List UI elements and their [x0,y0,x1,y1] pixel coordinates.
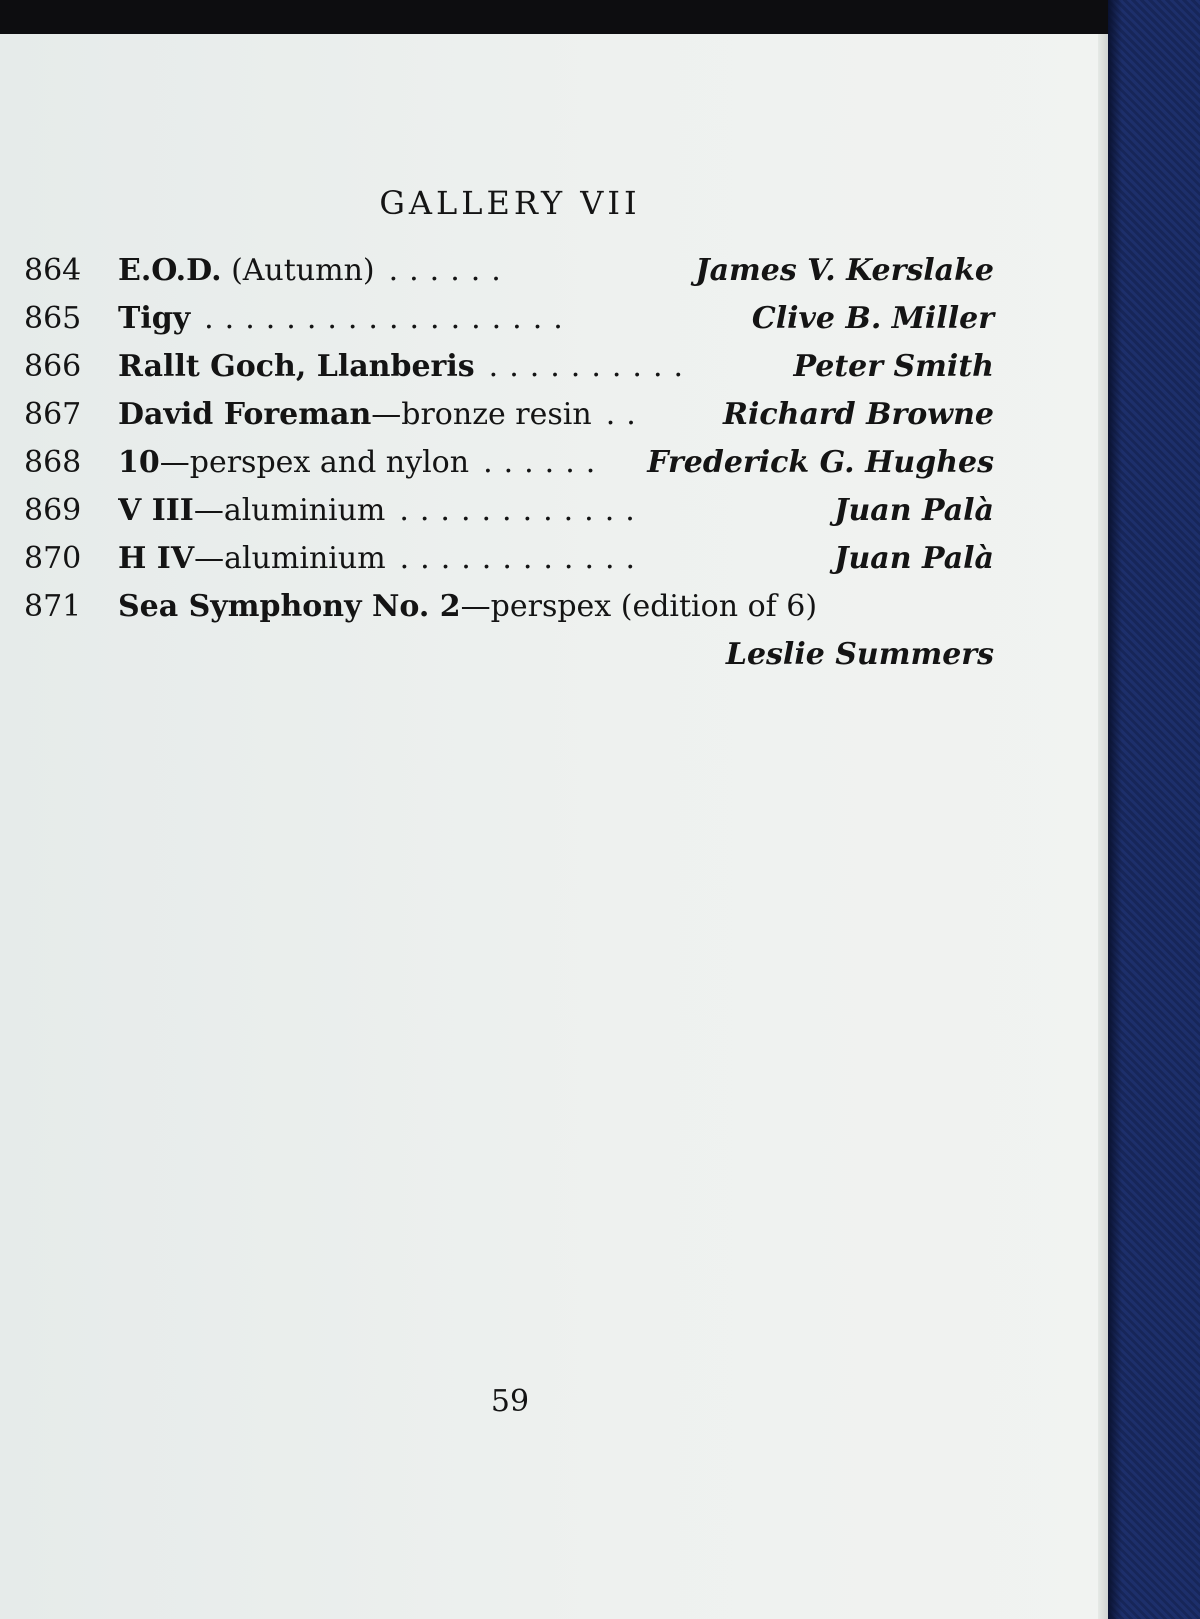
entry-description: —perspex and nylon [159,445,470,480]
entry-title-main: V III [118,493,194,528]
entry-title-main: H IV [118,541,195,576]
entry-number: 864 [24,253,82,288]
entry-artist: Peter Smith [793,349,994,384]
dot-leaders: .................. [204,301,574,336]
entry-number: 865 [24,301,82,336]
entry-artist: Juan Palà [834,541,994,576]
entry-description: —aluminium [194,541,386,576]
entry-description: (Autumn) [221,253,375,288]
book-page [0,34,1108,1619]
entry-artist: Leslie Summers [725,637,994,672]
entry-number: 867 [24,397,82,432]
entry-title-main: David Foreman [118,397,372,432]
page-edge [1098,34,1108,1619]
entry-number: 869 [24,493,82,528]
dot-leaders: ...... [483,445,607,480]
page-number: 59 [490,1384,530,1419]
catalogue-entry [24,391,994,439]
entry-artist: Clive B. Miller [751,301,994,336]
catalogue-entry [24,535,994,583]
dot-leaders: .. [605,397,647,432]
entry-artist: Richard Browne [723,397,994,432]
entry-artist: Juan Palà [834,493,994,528]
dot-leaders: ...... [388,253,512,288]
entry-title [118,583,994,631]
entry-number: 868 [24,445,82,480]
entry-number: 866 [24,349,82,384]
cover-shadow [1108,0,1122,1619]
catalogue-entry [24,343,994,391]
entry-title-main: 10 [118,445,160,480]
dot-leaders: .......... [488,349,695,384]
catalogue-entry [24,583,994,631]
catalogue-entry [24,247,994,295]
gallery-heading: GALLERY VII [379,184,641,222]
catalogue-entry [24,487,994,535]
entry-number: 870 [24,541,82,576]
entry-number: 871 [24,589,82,624]
entry-description: —bronze resin [371,397,592,432]
catalogue-entry [24,295,994,343]
dot-leaders: ............ [399,493,646,528]
entry-title-main: E.O.D. [118,253,222,288]
catalogue-list [24,247,994,679]
dot-leaders: ............ [399,541,647,576]
entry-title-main: Rallt Goch, Llanberis [118,349,475,384]
entry-description: —perspex (edition of 6) [460,589,818,624]
catalogue-entry-artist-line [24,631,994,679]
entry-artist: Frederick G. Hughes [647,445,994,480]
entry-title-main: Sea Symphony No. 2 [118,589,461,624]
entry-artist: James V. Kerslake [695,253,994,288]
entry-description: —aluminium [193,493,386,528]
catalogue-entry [24,439,994,487]
entry-title-main: Tigy [118,301,191,336]
